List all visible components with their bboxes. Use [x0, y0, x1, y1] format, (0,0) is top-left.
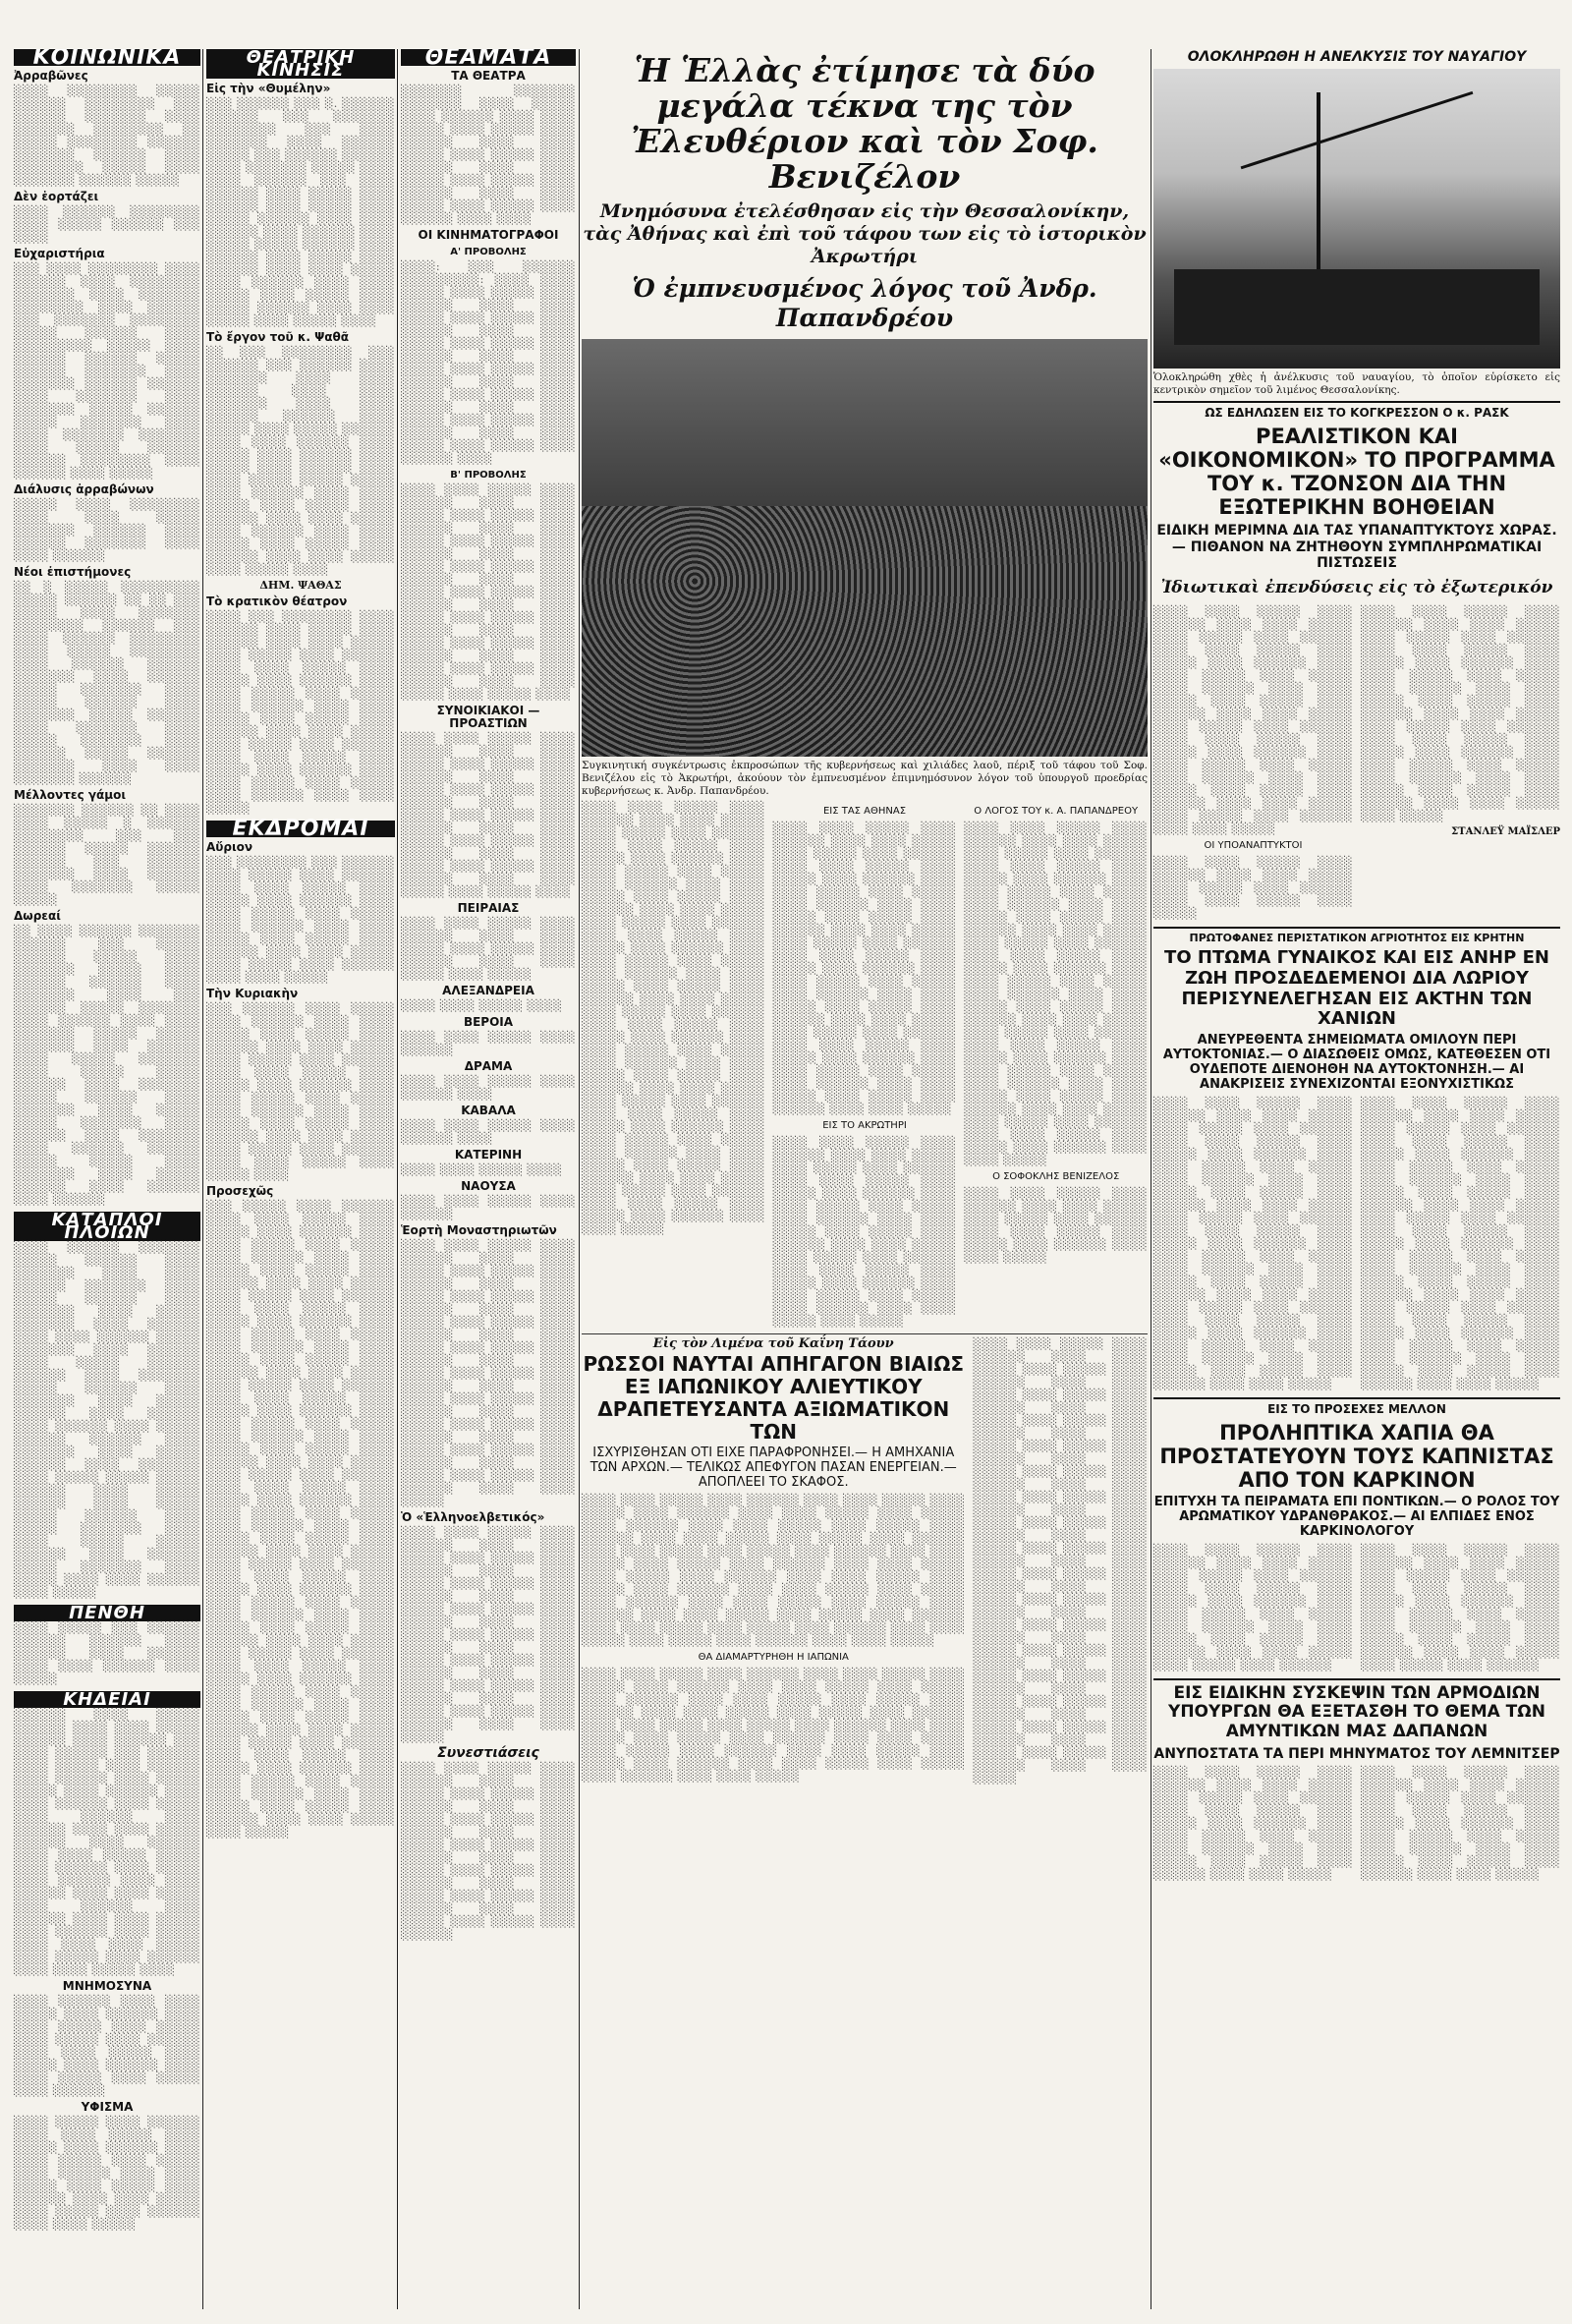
text-block: ░░░░ ░░░░░░ ░░░░░░░ ░░░░░ ░░░░░░ ░░░░ ░░░░░░░ ░░░░ ░░░░ ░░░░░░ ░░░░░░░ ░░░░ ░░░░░ ░░░░░░ ░░░░ ░░░░░░░ ░░░░ ░░░░░ ░░░░░░░ ░░░░ ░░░░░░ ░░░░ ░░░░ ░░░░░░ ░░░░░ ░░░░░░░ ░░░░ ░░░░░░ ░░░░ ░░░░░ ░░░░░░ ░░░░░░ ░░░░ ░░░░░░░ ░░░░░ ░░░░░░ ░░░░ ░░░░░░░ ░░░░ ░░░░░ ░░░░░░ ░░░░ ░░░░░░ ░░░░ ░░░░░░ ░░░░ ░░░░░ ░░░░░░ ░░░░░░ ░░░░ ░░░░░░░ ░░░░ ░░░░░ ░░░░░░ ░░░░ ░░░░░░░ ░░░░ ░░░░░ ░░░░░ ░░░░░ ░░░░░░ ░░░░ ░░░░░ ░░░░░░ ░░░░ ░░░░░ ░░░░░ ░░░░░░ ░░░░ ░░░░░ ░░░░░░░ ░░░░ ░░░░ ░░░░░ ░░░░░ ░░░░░░ ░░░░ ░░░░░░ ░░░░░ ░░░░░░░ ░░░░ ░░░░░ ░░░░ ░░░░ ░░░░░░ ░░░░ ░░░░░: [14, 1241, 200, 1599]
sofoklis-venizelos-subhead: Ο ΣΟΦΟΚΛΗΣ ΒΕΝΙΖΕΛΟΣ: [992, 1171, 1120, 1182]
thanks-heading: Εὐχαριστήρια: [14, 247, 105, 260]
text-block: ░░░░ ░░░░ ░░░░░ ░░░░ ░░░░░░ ░░░░ ░░░░ ░░░░░ ░░░░ ░░░░░ ░░░░ ░░░░░░ ░░░░ ░░░░ ░░░░░ ░░░░ ░░░░░: [1153, 855, 1353, 920]
text-block: ░░░░ ░░░░ ░░░░░ ░░░░ ░░░░░░ ░░░░ ░░░░ ░░░░░ ░░░░ ░░░░░ ░░░░ ░░░░░░ ░░░░ ░░░░ ░░░░░ ░░░░ ░░░░░ ░░░░ ░░░░░░ ░░░░ ░░░░ ░░░░░ ░░░░ ░░░░░ ░░░░ ░░░░░░ ░░░░ ░░░░ ░░░░░ ░░░░ ░░░░░ ░░░░ ░░░░░░ ░░░░ ░░░░ ░░░░░ ░░░░ ░░░░░ ░░░░ ░░░░░░ ░░░░ ░░░░ ░░░░░ ░░░░ ░░░░░ ░░░░ ░░░░░░ ░░░░ ░░░░ ░░░░░ ░░░░ ░░░░░ ░░░░ ░░░░░░ ░░░░ ░░░░ ░░░░░ ░░░░ ░░░░░ ░░░░ ░░░░░░ ░░░░ ░░░░ ░░░░░ ░░░░ ░░░░░ ░░░░ ░░░░░░ ░░░░ ░░░░ ░░░░░: [1153, 604, 1353, 835]
near-future-kicker: ΕΙΣ ΤΟ ΠΡΟΣΕΧΕΣ ΜΕΛΛΟΝ: [1267, 1401, 1446, 1416]
text-block: ░░░░ ░░░░░ ░░░░ ░░░░░░ ░░░░ ░░░░ ░░░░░ ░░░░ ░░░░░ ░░░░ ░░░░░░ ░░░░ ░░░░ ░░░░░ ░░░░ ░░░░░ ░░░░ ░░░░░░ ░░░░ ░░░░ ░░░░░ ░░░░ ░░░░░ ░░░░ ░░░░░░ ░░░░ ░░░░ ░░░░░ ░░░░ ░░░░░ ░░░░ ░░░░░░ ░░░░ ░░░░ ░░░░░: [14, 2116, 200, 2231]
text-block: ░░░░ ░░░░ ░░░░░ ░░░░ ░░░░░░ ░░░░ ░░░░ ░░░░░ ░░░░ ░░░░░ ░░░░ ░░░░░░ ░░░░ ░░░░ ░░░░░ ░░░░ ░░░░░ ░░░░ ░░░░░░ ░░░░ ░░░░ ░░░░░ ░░░░ ░░░░░ ░░░░ ░░░░░░ ░░░░ ░░░░ ░░░░░ ░░░░ ░░░░░ ░░░░ ░░░░░░ ░░░░ ░░░░ ░░░░░ ░░░░ ░░░░░ ░░░░ ░░░░░░ ░░░░ ░░░░ ░░░░░ ░░░░ ░░░░░ ░░░░ ░░░░░░ ░░░░ ░░░░ ░░░░░ ░░░░ ░░░░░ ░░░░ ░░░░░░ ░░░░ ░░░░ ░░░░░: [401, 1526, 576, 1743]
text-block: ░░░░ ░░░░ ░░░░░ ░░░░ ░░░░░░ ░░░░ ░░░░ ░░░░░ ░░░░ ░░░░░ ░░░░ ░░░░░░ ░░░░ ░░░░ ░░░░░ ░░░░ ░░░░░ ░░░░ ░░░░░░ ░░░░ ░░░░ ░░░░░: [964, 1187, 1148, 1264]
text-block: ░░░░ ░░░░ ░░░░░ ░░░░ ░░░░░░ ░░░░ ░░░░ ░░░░░ ░░░░ ░░░░░ ░░░░ ░░░░░░ ░░░░ ░░░░ ░░░░░ ░░░░ ░░░░░ ░░░░ ░░░░░░ ░░░░ ░░░░ ░░░░░ ░░░░ ░░░░░ ░░░░ ░░░░░░ ░░░░ ░░░░ ░░░░░ ░░░░ ░░░░░ ░░░░ ░░░░░░ ░░░░ ░░░░ ░░░░░ ░░░░ ░░░░░ ░░░░ ░░░░░░: [1153, 1543, 1353, 1672]
signature: ΔΗΜ. ΨΑΘΑΣ: [259, 579, 342, 592]
byline: ΣΤΑΝΛΕΫ ΜΑΪΣΛΕΡ: [1451, 825, 1560, 837]
column-rule: [579, 49, 580, 2309]
thymeli-heading: Εἰς τὴν «Θυμέλην»: [206, 82, 331, 95]
spectacles-section-title: ΘΕΑΜΑΤΑ: [401, 49, 576, 66]
upcoming-heading: Προσεχῶς: [206, 1184, 274, 1198]
smokers-pills-headline: ΠΡΟΛΗΠΤΙΚΑ ΧΑΠΙΑ ΘΑ ΠΡΟΣΤΑΤΕΥΟΥΝ ΤΟΥΣ ΚΑΠΝΙΣΤΑΣ ΑΠΟ ΤΟΝ ΚΑΡΚΙΝΟΝ: [1159, 1420, 1554, 1492]
cinemas-heading: ΟΙ ΚΙΝΗΜΑΤΟΓΡΑΦΟΙ: [418, 228, 559, 242]
text-block: ░░░░ ░░░░ ░░░░░ ░░░░: [401, 1163, 563, 1176]
main-story-body: [582, 801, 1148, 1331]
alexandreia-heading: ΑΛΕΞΑΝΔΡΕΙΑ: [442, 984, 534, 997]
theatre-column: [206, 49, 395, 2319]
text-block: ░░░░ ░░░░ ░░░░░ ░░░░ ░░░░░░ ░░░░ ░░░░ ░░░░░ ░░░░ ░░░░░ ░░░░ ░░░░░░ ░░░░ ░░░░ ░░░░░ ░░░░ ░░░░░ ░░░░ ░░░░░░ ░░░░ ░░░░ ░░░░░ ░░░░ ░░░░░ ░░░░ ░░░░░░ ░░░░ ░░░░ ░░░░░ ░░░░ ░░░░░ ░░░░ ░░░░░░ ░░░░ ░░░░ ░░░░░ ░░░░ ░░░░░ ░░░░ ░░░░░░ ░░░░ ░░░░ ░░░░░ ░░░░ ░░░░░ ░░░░ ░░░░░░ ░░░░ ░░░░ ░░░░░ ░░░░ ░░░░░ ░░░░ ░░░░░░ ░░░░ ░░░░ ░░░░░ ░░░░ ░░░░░ ░░░░ ░░░░░░ ░░░░ ░░░░ ░░░░░ ░░░░ ░░░░░ ░░░░ ░░░░░░ ░░░░ ░░░░ ░░░░░: [582, 1667, 966, 1783]
private-investments-subhead: Ἰδιωτικαὶ ἐπενδύσεις εἰς τὸ ἐξωτερικόν: [1160, 577, 1553, 597]
right-column: [1153, 49, 1560, 2319]
text-block: ░░░░ ░░░░ ░░░░░ ░░░░ ░░░░░░ ░░░░ ░░░░ ░░░░░ ░░░░ ░░░░░ ░░░░ ░░░░░░ ░░░░ ░░░░ ░░░░░ ░░░░ ░░░░░ ░░░░ ░░░░░░ ░░░░ ░░░░ ░░░░░ ░░░░ ░░░░░ ░░░░ ░░░░░░ ░░░░ ░░░░ ░░░░░ ░░░░ ░░░░░ ░░░░ ░░░░░░ ░░░░ ░░░░ ░░░░░ ░░░░ ░░░░░ ░░░░ ░░░░░░ ░░░░ ░░░░ ░░░░░ ░░░░ ░░░░░ ░░░░ ░░░░░░ ░░░░ ░░░░ ░░░░░ ░░░░ ░░░░░ ░░░░ ░░░░░░ ░░░░ ░░░░ ░░░░░ ░░░░ ░░░░░ ░░░░ ░░░░░░ ░░░░ ░░░░ ░░░░░ ░░░░ ░░░░░ ░░░░ ░░░░░░ ░░░░ ░░░░ ░░░░░ ░░░░ ░░░░░ ░░░░ ░░░░░░ ░░░░ ░░░░ ░░░░░ ░░░░ ░░░░░ ░░░░ ░░░░░░ ░░░░ ░░░░ ░░░░░ ░░░░ ░░░░░ ░░░░ ░░░░░░ ░░░░ ░░░░ ░░░░░ ░░░░ ░░░░░ ░░░░ ░░░░░░ ░░░░ ░░░░ ░░░░░ ░░░░ ░░░░░ ░░░░ ░░░░░░ ░░░░ ░░░░ ░░░░░ ░░░░ ░░░░░ ░░░░ ░░░░░░ ░░░░ ░░░░ ░░░░░ ░░░░ ░░░░░ ░░░░ ░░░░░░ ░░░░ ░░░░ ░░░░░ ░░░░ ░░░░░ ░░░░ ░░░░░░ ░░░░ ░░░░ ░░░░░ ░░░░ ░░░░░ ░░░░ ░░░░░░ ░░░░ ░░░░ ░░░░░: [582, 801, 765, 1235]
lemnitzer-subheadline: ΑΝΥΠΟΣΤΑΤΑ ΤΑ ΠΕΡΙ ΜΗΝΥΜΑΤΟΣ ΤΟΥ ΛΕΜΝΙΤΣΕΡ: [1153, 1745, 1560, 1762]
text-block: ░░░░ ░░░░ ░░░░░ ░░░░ ░░░░░░ ░░░░ ░░░░ ░░░░░ ░░░░ ░░░░░ ░░░░ ░░░░░░ ░░░░ ░░░░ ░░░░░ ░░░░ ░░░░░ ░░░░ ░░░░░░ ░░░░ ░░░░ ░░░░░ ░░░░ ░░░░░ ░░░░ ░░░░░░ ░░░░ ░░░░ ░░░░░ ░░░░ ░░░░░ ░░░░ ░░░░░░ ░░░░ ░░░░ ░░░░░ ░░░░ ░░░░░ ░░░░ ░░░░░░ ░░░░ ░░░░ ░░░░░ ░░░░ ░░░░░ ░░░░ ░░░░░░ ░░░░ ░░░░ ░░░░░ ░░░░ ░░░░░ ░░░░ ░░░░░░ ░░░░ ░░░░ ░░░░░ ░░░░ ░░░░░ ░░░░ ░░░░░░ ░░░░ ░░░░ ░░░░░ ░░░░ ░░░░░ ░░░░ ░░░░░░ ░░░░ ░░░░ ░░░░░ ░░░░ ░░░░░ ░░░░ ░░░░░░ ░░░░ ░░░░ ░░░░░ ░░░░ ░░░░░ ░░░░ ░░░░░░ ░░░░ ░░░░ ░░░░░ ░░░░ ░░░░░ ░░░░ ░░░░░░ ░░░░ ░░░░ ░░░░░: [1361, 1096, 1560, 1390]
main-story: [582, 49, 1148, 2319]
text-block: ░░░░ ░░░░░ ░░░ ░░░░░░ ░░░░░░ ░░░░░░ ░░░░ ░░░░░░ ░░░░ ░░░░░░ ░░░░ ░░░░ ░░░░░░ ░░░░ ░░░░░: [14, 1621, 200, 1685]
text-block: ░░░░ ░░░░ ░░░░░ ░░░░ ░░░░░░ ░░░░ ░░░░ ░░░░░ ░░░░ ░░░░░ ░░░░ ░░░░░░ ░░░░ ░░░░ ░░░░░ ░░░░ ░░░░░ ░░░░ ░░░░░░ ░░░░ ░░░░ ░░░░░ ░░░░ ░░░░░ ░░░░ ░░░░░░ ░░░░ ░░░░ ░░░░░ ░░░░ ░░░░░ ░░░░ ░░░░░░ ░░░░ ░░░░ ░░░░░ ░░░░ ░░░░░ ░░░░ ░░░░░░ ░░░░ ░░░░ ░░░░░ ░░░░ ░░░░░ ░░░░ ░░░░░░ ░░░░ ░░░░ ░░░░░ ░░░░ ░░░░░ ░░░░ ░░░░░░ ░░░░ ░░░░ ░░░░░ ░░░░ ░░░░░ ░░░░ ░░░░░░ ░░░░ ░░░░ ░░░░░ ░░░░ ░░░░░: [1361, 604, 1560, 822]
text-block: ░░░░ ░░░░ ░░░░░ ░░░░ ░░░░░░ ░░░░ ░░░░ ░░░░░ ░░░░ ░░░░░ ░░░░ ░░░░░░ ░░░░ ░░░░ ░░░░░ ░░░░ ░░░░░ ░░░░ ░░░░░░ ░░░░ ░░░░ ░░░░░ ░░░░ ░░░░░ ░░░░ ░░░░░░ ░░░░ ░░░░ ░░░░░ ░░░░ ░░░░░ ░░░░ ░░░░░░ ░░░░ ░░░░ ░░░░░: [1153, 1765, 1353, 1881]
fabric-heading: ΥΦΙΣΜΑ: [81, 2100, 134, 2114]
kaini-subheadline: ΙΣΧΥΡΙΣΘΗΣΑΝ ΟΤΙ ΕΙΧΕ ΠΑΡΑΦΡΟΝΗΣΕΙ.— Η ΑΜΗΧΑΝΙΑ ΤΩΝ ΑΡΧΩΝ.— ΤΕΛΙΚΩΣ ΑΠΕΦΥΓΟΝ ΠΑΣΑΝ ΕΝΕΡΓΕΙΑΝ.— ΑΠΟΠΛΕΕΙ ΤΟ ΣΚΑΦΟΣ.: [590, 1445, 957, 1490]
text-block: ░░░░ ░░░░ ░░░░░ ░░░░ ░░░░░░ ░░░░ ░░░░ ░░░░░ ░░░░ ░░░░░ ░░░░ ░░░░░░ ░░░░ ░░░░ ░░░░░ ░░░░ ░░░░░ ░░░░ ░░░░░░ ░░░░ ░░░░ ░░░░░ ░░░░ ░░░░░ ░░░░ ░░░░░░ ░░░░ ░░░░ ░░░░░ ░░░░ ░░░░░ ░░░░ ░░░░░░ ░░░░ ░░░░ ░░░░░ ░░░░ ░░░░░ ░░░░ ░░░░░░ ░░░░ ░░░░ ░░░░░ ░░░░ ░░░░░ ░░░░ ░░░░░░ ░░░░ ░░░░ ░░░░░ ░░░░ ░░░░░ ░░░░ ░░░░░░ ░░░░ ░░░░ ░░░░░ ░░░░ ░░░░░ ░░░░: [401, 483, 576, 701]
text-block: ░░░░ ░░░░ ░░░░░ ░░░░ ░░░░░░: [401, 1031, 576, 1056]
defense-spending-headline: ΕΙΣ ΕΙΔΙΚΗΝ ΣΥΣΚΕΨΙΝ ΤΩΝ ΑΡΜΟΔΙΩΝ ΥΠΟΥΡΓΩΝ ΘΑ ΕΞΕΤΑΣΘΗ ΤΟ ΘΕΜΑ ΤΩΝ ΑΜΥΝΤΙΚΩΝ ΜΑΣ ΔΑΠΑΝΩΝ: [1168, 1682, 1545, 1741]
column-rule: [397, 49, 398, 2309]
naousa-heading: ΝΑΟΥΣΑ: [461, 1179, 516, 1193]
text-block: ░░░░ ░░░░ ░░░░░ ░░░░ ░░░░░░ ░░░░ ░░░░ ░░░░░ ░░░░ ░░░░░ ░░░░ ░░░░░░ ░░░░ ░░░░ ░░░░░ ░░░░ ░░░░░ ░░░░ ░░░░░░ ░░░░ ░░░░ ░░░░░ ░░░░ ░░░░░ ░░░░ ░░░░░░ ░░░░ ░░░░ ░░░░░ ░░░░ ░░░░░ ░░░░ ░░░░░░ ░░░░ ░░░░ ░░░░░ ░░░░ ░░░░░ ░░░░ ░░░░░░ ░░░░ ░░░░ ░░░░░ ░░░░ ░░░░░ ░░░░ ░░░░░░ ░░░░ ░░░░ ░░░░░ ░░░░ ░░░░░ ░░░░ ░░░░░░ ░░░░ ░░░░ ░░░░░ ░░░░ ░░░░░ ░░░░ ░░░░░░ ░░░░ ░░░░ ░░░░░ ░░░░ ░░░░░ ░░░░ ░░░░░░ ░░░░ ░░░░ ░░░░░ ░░░░ ░░░░░ ░░░░ ░░░░░░ ░░░░ ░░░░ ░░░░░ ░░░░ ░░░░░ ░░░░ ░░░░░░ ░░░░ ░░░░ ░░░░░ ░░░░ ░░░░░ ░░░░ ░░░░░░ ░░░░ ░░░░ ░░░░░: [1153, 1096, 1353, 1390]
text-block: ░░░░░░░ ░░░░░░ ░░ ░░░░ ░░░░ ░░░░░ ░ ░░░░░░ ░░░░░░░░ ░░░ ░░░ ░░░░░░ ░░░░░ ░░░░░░ ░░░░░░ ░░░ ░░░░░░ ░░░░░░░ ░░░░ ░░░░░░ ░░░░ ░░░░░░░ ░░░░░ ░░░░░: [14, 804, 200, 906]
text-block: ░░░░ ░░░░░░░░ ░░░░░ ░░░░░░ ░░░░░░░░ ░░░ ░░░░░░ ░░░░░░░ ░░░░ ░░░░░░░ ░░░░░░░░ ░░ ░░░░░ ░░░░░░░░ ░░░░░░ ░░░░░░░ ░░░░░░ ░░░░ ░░░░░░░░ ░░░░░ ░░░░ ░░░░░░░ ░░░░░░ ░░░░░: [14, 85, 200, 187]
drama-heading: ΔΡΑΜΑ: [464, 1059, 513, 1073]
text-block: ░░░░ ░░░░ ░░░░░ ░░░░ ░░░░░░ ░░░░ ░░░░ ░░░░░ ░░░░ ░░░░░ ░░░░ ░░░░░░ ░░░░ ░░░░ ░░░░░ ░░░░ ░░░░░ ░░░░ ░░░░░░ ░░░░ ░░░░ ░░░░░ ░░░░ ░░░░░ ░░░░ ░░░░░░ ░░░░ ░░░░ ░░░░░ ░░░░ ░░░░░ ░░░░ ░░░░░░ ░░░░ ░░░░ ░░░░░: [1361, 1765, 1560, 1881]
social-column: [14, 49, 200, 2319]
social-section-title: ΚΟΙΝΩΝΙΚΑ: [14, 49, 200, 66]
chania-body: [1153, 1097, 1560, 1393]
no-celebration-heading: Δὲν ἑορτάζει: [14, 190, 99, 203]
text-block: ░░░░ ░░░░ ░░░░░ ░░░░ ░░░░░░ ░░░░ ░░░░ ░░░░░ ░░░░ ░░░░░ ░░░░ ░░░░░░ ░░░░ ░░░░ ░░░░░ ░░░░ ░░░░░: [401, 917, 576, 981]
text-block: ░░░░ ░░░░ ░░░░░ ░░░░ ░░░░░░ ░░░░ ░░░░ ░░░░░ ░░░░ ░░░░░ ░░░░ ░░░░░░ ░░░░ ░░░░ ░░░░░ ░░░░ ░░░░░ ░░░░ ░░░░░░ ░░░░ ░░░░ ░░░░░ ░░░░ ░░░░░ ░░░░ ░░░░░░ ░░░░ ░░░░ ░░░░░ ░░░░ ░░░░░ ░░░░ ░░░░░░ ░░░░ ░░░░ ░░░░░ ░░░░ ░░░░░ ░░░░ ░░░░░░ ░░░░ ░░░░ ░░░░░ ░░░░ ░░░░░ ░░░░ ░░░░░░ ░░░░ ░░░░ ░░░░░ ░░░░ ░░░░░ ░░░░ ░░░░░░ ░░░░ ░░░░ ░░░░░ ░░░░ ░░░░░ ░░░░ ░░░░░░ ░░░░ ░░░░ ░░░░░ ░░░░ ░░░░░ ░░░░ ░░░░░░ ░░░░ ░░░░ ░░░░░: [401, 1239, 576, 1507]
kaini-kicker: Εἰς τὸν Λιμένα τοῦ Καΐνη Τάουν: [652, 1336, 894, 1351]
papandreou-speech-subhead: Ο ΛΟΓΟΣ ΤΟΥ κ. Α. ΠΑΠΑΝΔΡΕΟΥ: [974, 806, 1139, 817]
piraeus-heading: ΠΕΙΡΑΙΑΣ: [457, 901, 520, 915]
ship-arrivals-title: ΚΑΤΑΠΛΟΙ ΠΛΟΙΩΝ: [14, 1212, 200, 1241]
akrotiri-subhead: ΕΙΣ ΤΟ ΑΚΡΩΤΗΡΙ: [822, 1120, 907, 1131]
text-block: ░░░░ ░░░░░░ ░░░░ ░░░░ ░░░░░ ░░░░ ░░░░░░ ░░░░ ░░░░ ░░░░░ ░░░░ ░░░░░ ░░░░ ░░░░░ ░░░░ ░░░░░░ ░░░░ ░░░░ ░░░░░ ░░░░ ░░░░░ ░░░░ ░░░░░░ ░░░░ ░░░░ ░░░░░ ░░░░ ░░░░░ ░░░░ ░░░░░░: [14, 1995, 200, 2097]
column-rule: [202, 49, 203, 2309]
rusk-kicker: ΩΣ ΕΔΗΛΩΣΕΝ ΕΙΣ ΤΟ ΚΟΓΚΡΕΣΣΟΝ Ο κ. ΡΑΣΚ: [1205, 406, 1509, 421]
johnson-program-subheadline: ΕΙΔΙΚΗ ΜΕΡΙΜΝΑ ΔΙΑ ΤΑΣ ΥΠΑΝΑΠΤΥΚΤΟΥΣ ΧΩΡΑΣ.— ΠΙΘΑΝΟΝ ΝΑ ΖΗΤΗΘΟΥΝ ΣΥΜΠΛΗΡΩΜΑΤΙΚΑΙ ΠΙΣΤΩΣΕΙΣ: [1156, 523, 1557, 571]
second-run-heading: Β' ΠΡΟΒΟΛΗΣ: [450, 470, 527, 481]
suburban-heading: ΣΥΝΟΙΚΙΑΚΟΙ — ΠΡΟΑΣΤΙΩΝ: [436, 704, 540, 730]
text-block: ░░░░ ░░░░ ░░░░░ ░░░░ ░░░░░░ ░░░░ ░░░░ ░░░░░ ░░░░ ░░░░░ ░░░░ ░░░░░░ ░░░░ ░░░░ ░░░░░ ░░░░ ░░░░░ ░░░░ ░░░░░░ ░░░░ ░░░░ ░░░░░ ░░░░ ░░░░░ ░░░░ ░░░░░░ ░░░░ ░░░░ ░░░░░ ░░░░ ░░░░░ ░░░░ ░░░░░░ ░░░░ ░░░░ ░░░░░ ░░░░ ░░░░░ ░░░░ ░░░░░░ ░░░░ ░░░░ ░░░░░ ░░░░ ░░░░░ ░░░░ ░░░░░░ ░░░░ ░░░░ ░░░░░ ░░░░ ░░░░░ ░░░░ ░░░░░░ ░░░░ ░░░░ ░░░░░ ░░░░ ░░░░░ ░░░░ ░░░░░░ ░░░░ ░░░░ ░░░░░ ░░░░ ░░░░░ ░░░░ ░░░░░░ ░░░░ ░░░░ ░░░░░ ░░░░ ░░░░░ ░░░░ ░░░░░░ ░░░░ ░░░░ ░░░░░ ░░░░ ░░░░░ ░░░░ ░░░░░░ ░░░░ ░░░░ ░░░░░ ░░░░ ░░░░░ ░░░░ ░░░░░░ ░░░░ ░░░░ ░░░░░ ░░░░ ░░░░░ ░░░░ ░░░░░░ ░░░░ ░░░░ ░░░░░ ░░░░ ░░░░░ ░░░░ ░░░░░░ ░░░░ ░░░░ ░░░░░ ░░░░ ░░░░░ ░░░░ ░░░░░░ ░░░░ ░░░░ ░░░░░ ░░░░ ░░░░░ ░░░░ ░░░░░░ ░░░░ ░░░░ ░░░░░: [973, 1337, 1148, 1785]
text-block: ░░░░░ ░░░░ ░░░░░░░░ ░░░░ ░░░░ ░░░░░ ░░░░░░░ ░░░░░░ ░░░░ ░░░░░░ ░░░░░░░ ░░░░ ░░░░ ░░░░░░: [14, 498, 200, 562]
text-block: ░░ ░░░░ ░░░░░░ ░░░░░░░ ░░░░░░ ░░░ ░░░░░ ░░░░░░ ░░░░░ ░░░░ ░░░░░░░ ░░░░░ ░░░░ ░░░░░░ ░░░░░░ ░░░░ ░░░░░░░ ░░░░ ░░░ ░░░░░░ ░░░░░ ░░░░░░░ ░░░░ ░░░░░░ ░░░░ ░░░░ ░░░░░░░ ░░░░░ ░░░░░ ░░░░░░░ ░░░░ ░░░░░░ ░░░░ ░░░░░ ░░░░░░░ ░░░░ ░░░░░ ░░░░░ ░░░░░░ ░░░░ ░░░░░░░ ░░░░░ ░░░░░░ ░░░░ ░░░░░░░ ░░░░ ░░░░░ ░░░░░ ░░░░░░░ ░░░░ ░░░░░░ ░░░░ ░░░░░░░ ░░░░ ░░░░░░ ░░░░░░ ░░░░░ ░░░░░ ░░░░ ░░░░░░░ ░░░░ ░░░░░ ░░░░░░ ░░░░ ░░░░░░ ░░░░ ░░░░░░: [14, 925, 200, 1206]
new-scientists-heading: Νέοι ἐπιστήμονες: [14, 565, 132, 579]
kavala-heading: ΚΑΒΑΛΑ: [461, 1104, 516, 1117]
text-block: ░░░░ ░░░░ ░░░░░ ░░░░ ░░░░░░ ░░░░ ░░░░ ░░░░░ ░░░░ ░░░░░ ░░░░ ░░░░░░ ░░░░ ░░░░ ░░░░░ ░░░░ ░░░░░ ░░░░ ░░░░░░ ░░░░ ░░░░ ░░░░░ ░░░░ ░░░░░ ░░░░ ░░░░░░ ░░░░ ░░░░ ░░░░░ ░░░░ ░░░░░ ░░░░ ░░░░░░ ░░░░ ░░░░ ░░░░░ ░░░░ ░░░░░ ░░░░ ░░░░░░ ░░░░ ░░░░ ░░░░░ ░░░░ ░░░░░ ░░░░ ░░░░░░ ░░░░ ░░░░ ░░░░░ ░░░░ ░░░░░ ░░░░ ░░░░░░ ░░░░ ░░░░ ░░░░░ ░░░░ ░░░░░: [772, 1136, 957, 1328]
theatres-heading: ΤΑ ΘΕΑΤΡΑ: [451, 69, 526, 83]
text-block: ░░ ░░░ ░░░░░░░░ ░░░ ░░░░░░ ░░░ ░░░░░░ ░░░░ ░░░░░░░ ░░░░ ░░░░ ░░░░░░ ░░░░ ░░░░ ░░░░░░░ ░░░░ ░░░░ ░░░░░░ ░░░░░░ ░░░░ ░░░░░ ░░░░ ░░░░░ ░░░░░░ ░░░░ ░░░░ ░░░░░░ ░░░░ ░░░░░ ░░░░ ░░░░░░ ░░░░ ░░░░░ ░░░░ ░░░░░░ ░░░░ ░░░░ ░░░░░ ░░░░░ ░░░░░ ░░░░ ░░░░░░ ░░░░ ░░░░ ░░░░░ ░░░░ ░░░░░ ░░░░ ░░░░░░ ░░░░ ░░░░ ░░░░░ ░░░░ ░░░░░░ ░░░░ ░░░░ ░░░░░ ░░░░ ░░░░░ ░░░░ ░░░░░░ ░░░░ ░░░░ ░░░░░ ░░░░ ░░░░░ ░░░░: [206, 346, 395, 576]
johnson-program-headline: ΡΕΑΛΙΣΤΙΚΟΝ ΚΑΙ «ΟΙΚΟΝΟΜΙΚΟΝ» ΤΟ ΠΡΟΓΡΑΜΜΑ ΤΟΥ κ. ΤΖΟΝΣΟΝ ΔΙΑ ΤΗΝ ΕΞΩΤΕΡΙΚΗΝ ΒΟΗΘΕΙΑΝ: [1158, 424, 1555, 520]
smokers-pills-body: [1153, 1544, 1560, 1674]
text-block: ░░░░ ░░░░ ░░░░░ ░░░░ ░░░░░░ ░░░░: [401, 1075, 576, 1101]
text-block: ░░░░ ░░░░ ░░░░░ ░░░░ ░░░░░░ ░░░░: [401, 1119, 576, 1145]
defense-spending-body: [1153, 1766, 1560, 1884]
japan-protest-subhead: ΘΑ ΔΙΑΜΑΡΤΥΡΗΘΗ Η ΙΑΠΩΝΙΑ: [698, 1651, 849, 1663]
text-block: ░░░░: ░░░ ░░░░░░ ░░░░░░░░░: ░░░░ ░░░░ ░░░░░ ░░░░ ░░░░░ ░░░░ ░░░░░░ ░░░░ ░░░░ ░░░░░ ░░░░ ░░░░░ ░░░░ ░░░░░░ ░░░░ ░░░░ ░░░░░ ░░░░ ░░░░░ ░░░░ ░░░░░░ ░░░░ ░░░░ ░░░░░ ░░░░ ░░░░░ ░░░░ ░░░░░░ ░░░░ ░░░░ ░░░░░ ░░░░ ░░░░░ ░░░░ ░░░░░░ ░░░░ ░░░░ ░░░░░ ░░░░ ░░░░░ ░░░░ ░░░░░░ ░░░░ ░░░░ ░░░░░ ░░░░ ░░░░░ ░░░░ ░░░░░░ ░░░░: [401, 260, 576, 465]
text-block: ░░░░ ░░░░ ░░░░░ ░░░░ ░░░░░░: [401, 1195, 576, 1220]
psathas-work-heading: Τὸ ἔργον τοῦ κ. Ψαθᾶ: [206, 330, 350, 344]
theatre-section-title: ΘΕΑΤΡΙΚΗ ΚΙΝΗΣΙΣ: [206, 49, 395, 79]
mourning-title: ΠΕΝΘΗ: [14, 1605, 200, 1621]
funerals-title: ΚΗΔΕΙΑΙ: [14, 1691, 200, 1708]
text-block: ░░░░ ░░░ ░░░░░░░░ ░░░░ ░░░░░░ ░░░░ ░░░░░ ░░░░ ░░░░░░ ░░░░ ░░░░ ░░░░░ ░░░░ ░░░░░ ░░░░ ░░░░░░ ░░░░ ░░░░ ░░░░░ ░░░░ ░░░░░ ░░░░ ░░░░░░ ░░░░ ░░░░ ░░░░░ ░░░░ ░░░░░ ░░░░ ░░░░░░ ░░░░ ░░░░ ░░░░░ ░░░░ ░░░░░ ░░░░ ░░░░░░ ░░░░ ░░░░ ░░░░░ ░░░░ ░░░░░ ░░░░ ░░░░░░ ░░░░ ░░░░ ░░░░░ ░░░░ ░░░░░ ░░░░ ░░░░░░ ░░░░ ░░░░ ░░░░░ ░░░░ ░░░░░ ░░░░ ░░░░░░ ░░░░ ░░░░ ░░░░░: [206, 610, 395, 815]
text-block: ░░░░ ░░░░ ░░░░░ ░░░░ ░░░░░░ ░░░░ ░░░░ ░░░░░ ░░░░ ░░░░░ ░░░░ ░░░░░░ ░░░░ ░░░░ ░░░░░ ░░░░ ░░░░░ ░░░░ ░░░░░░ ░░░░ ░░░░ ░░░░░ ░░░░ ░░░░░ ░░░░ ░░░░░░ ░░░░ ░░░░ ░░░░░ ░░░░ ░░░░░ ░░░░ ░░░░░░ ░░░░ ░░░░ ░░░░░ ░░░░ ░░░░░ ░░░░ ░░░░░░ ░░░░ ░░░░ ░░░░░ ░░░░ ░░░░░ ░░░░ ░░░░░░: [401, 1762, 576, 1941]
text-block: ░░░ ░░░░░░░░ ░░░ ░░░░░░ ░░░░ ░░░░░ ░░░░ ░░░░░░ ░░░░ ░░░░ ░░░░░ ░░░░ ░░░░░ ░░░░ ░░░░░░ ░░░░ ░░░░ ░░░░░ ░░░░ ░░░░░ ░░░░ ░░░░░░ ░░░░ ░░░░ ░░░░░ ░░░░ ░░░░░ ░░░░ ░░░░░░ ░░░░ ░░░░ ░░░░░ ░░░░ ░░░░░ ░░░░ ░░░░░░ ░░░░ ░░░░ ░░░░░: [206, 856, 395, 984]
text-block: ░░░ ░░░░░░ ░░░ ░. ░░░░░░ ░░░░░░ ░░░ ░░░░░░░ ░░░░░░░░ ░░░ ░░░░ ░░░░░░░ ░░░░ ░░░░░░ ░░░░░ ░░░ ░░░░░░ ░░░░░░ ░░░░ ░░░░░░░ ░░░░░ ░░░░ ░░░░ ░░░░░░ ░░░ ░░░░ ░░░░░░ ░░░░ ░░░░░ ░░░░ ░░░░░░ ░░░░ ░░░░░ ░░░░ ░░░░░ ░░░░░░ ░░░░ ░░░░ ░░░░░░ ░░░░ ░░░░░░ ░░░░ ░░░░░ ░░░░░ ░░░░░░ ░░░░ ░░░░░░ ░░░░ ░░░░░ ░░░░ ░░░░░░ ░░░░ ░░░░ ░░░░░ ░░░░ ░░░░░░ ░░░░ ░░░░ ░░░░░ ░░░░ ░░░░░ ░░░░ ░░░░░ ░░░░░░ ░░░░ ░░░░ ░░░░░ ░░░░ ░░░░░ ░░░░: [206, 97, 395, 327]
text-block: ░░ ░ ░░░░░ ░░░░░░░░░ ░░░░░ ░░░░░░ ░░ ░░ ░░░ ░░░░░ ░░░░ ░░░░░░░ ░░░░░░░░ ░░░░░░ ░░░ ░░░░ ░░░░░░ ░░░░░░░░ ░░░░ ░░░░░ ░░░░░░░░ ░░░░ ░░░░░░ ░░░░░░ ░░░░░░░ ░░░░ ░░░░░░ ░░░░░ ░░░░░░░ ░░░░ ░░░░░ ░░░░░░ ░░░░ ░░░░░░░ ░░░░░ ░░░░░░ ░░░░ ░░░░░░░ ░░░░ ░░░░░ ░░░░░░░ ░░░░ ░░░░░░ ░░░░░ ░░░░░░ ░░░░░░░ ░░░░ ░░░░ ░░░░░░░ ░░░░░░: [14, 581, 200, 785]
main-headline: Ἡ Ἑλλὰς ἐτίμησε τὰ δύο μεγάλα τέκνα της τὸν Ἐλευθέριον καὶ τὸν Σοφ. Βενιζέλον: [631, 51, 1098, 196]
text-block: ░░░░░░░ ░░░░░░░ ░░░░░░░ ░░░░ ░░░░░ ░░░░ ░░░░░░ ░░░░ ░░░░ ░░░░░ ░░░░ ░░░░░ ░░░░ ░░░░░░ ░░░░ ░░░░ ░░░░░ ░░░░ ░░░░░ ░░░░ ░░░░░░ ░░░░ ░░░░ ░░░░░ ░░░░ ░░░░░ ░░░░ ░░░░░░ ░░░░ ░░░░ ░░░░░ ░░░░ ░░░░░ ░░░░ ░░░░░░ ░░░░ ░░░░: [401, 85, 576, 225]
johnson-program-body: [1153, 605, 1560, 923]
memorial-crowd-photo: [582, 339, 1148, 757]
donations-heading: Δωρεαί: [14, 909, 61, 923]
kaini-headline: ΡΩΣΣΟΙ ΝΑΥΤΑΙ ΑΠΗΓΑΓΟΝ ΒΙΑΙΩΣ ΕΞ ΙΑΠΩΝΙΚΟΥ ΑΛΙΕΥΤΙΚΟΥ ΔΡΑΠΕΤΕΥΣΑΝΤΑ ΑΞΙΩΜΑΤΙΚΟΝ ΤΩΝ: [583, 1352, 964, 1444]
chania-subheadline: ΑΝΕΥΡΕΘΕΝΤΑ ΣΗΜΕΙΩΜΑΤΑ ΟΜΙΛΟΥΝ ΠΕΡΙ ΑΥΤΟΚΤΟΝΙΑΣ.— Ο ΔΙΑΣΩΘΕΙΣ ΟΜΩΣ, ΚΑΤΕΘΕΣΕΝ ΟΤΙ ΟΥΔΕΠΟΤΕ ΔΙΕΝΟΗΘΗ ΝΑ ΑΥΤΟΚΤΟΝΗΣΗ.— ΑΙ ΑΝΑΚΡΙΣΕΙΣ ΣΥΝΕΧΙΖΟΝΤΑΙ ΕΞΟΝΥΧΙΣΤΙΚΩΣ: [1162, 1033, 1551, 1092]
ellinoelvetikos-heading: Ὁ «Ἑλληνοελβετικός»: [401, 1510, 545, 1524]
sunday-heading: Τὴν Κυριακὴν: [206, 987, 299, 1000]
chania-headline: ΤΟ ΠΤΩΜΑ ΓΥΝΑΙΚΟΣ ΚΑΙ ΕΙΣ ΑΝΗΡ ΕΝ ΖΩΗ ΠΡΟΣΔΕΔΕΜΕΝΟΙ ΔΙΑ ΛΩΡΙΟΥ ΠΕΡΙΣΥΝΕΛΕΓΗΣΑΝ ΕΙΣ ΑΚΤΗΝ ΤΩΝ ΧΑΝΙΩΝ: [1164, 947, 1549, 1030]
kaini-town-story: [582, 1337, 1148, 1787]
engagement-dissolution-heading: Διάλυσις ἀρραβώνων: [14, 482, 154, 496]
katerini-heading: ΚΑΤΕΡΙΝΗ: [454, 1148, 523, 1162]
crete-kicker: ΠΡΩΤΟΦΑΝΕΣ ΠΕΡΙΣΤΑΤΙΚΟΝ ΑΓΡΙΟΤΗΤΟΣ ΕΙΣ ΚΡΗΤΗΝ: [1189, 931, 1525, 944]
athens-subhead: ΕΙΣ ΤΑΣ ΑΘΗΝΑΣ: [822, 806, 907, 817]
text-block: ░░░░ ░░░░░░ ░░░░░░░░ ░░░░ ░░░░░ ░░░░░░ ░░░ ░░░░: [14, 205, 200, 244]
underdeveloped-subhead: ΟΙ ΥΠΟΑΝΑΠΤΥΚΤΟΙ: [1204, 839, 1303, 851]
main-subheadline: Μνημόσυνα ἐτελέσθησαν εἰς τὴν Θεσσαλονίκην, τὰς Ἀθήνας καὶ ἐπὶ τοῦ τάφου των εἰς τὸ ἱστορικὸν Ἀκρωτήρι: [583, 200, 1147, 267]
first-run-heading: Α' ΠΡΟΒΟΛΗΣ: [450, 247, 527, 257]
text-block: ░░░ ░░░░░ ░░░░ ░░░░░░ ░░░░ ░░░░ ░░░░░ ░░░░ ░░░░░ ░░░░ ░░░░░░ ░░░░ ░░░░ ░░░░░ ░░░░ ░░░░░ ░░░░ ░░░░░░ ░░░░ ░░░░ ░░░░░ ░░░░ ░░░░░ ░░░░ ░░░░░░ ░░░░ ░░░░ ░░░░░ ░░░░ ░░░░░ ░░░░ ░░░░░░ ░░░░ ░░░░ ░░░░░ ░░░░ ░░░░░ ░░░░ ░░░░░░ ░░░░ ░░░░ ░░░░░ ░░░░ ░░░░░ ░░░░ ░░░░░░ ░░░░ ░░░░ ░░░░░ ░░░░ ░░░░░ ░░░░ ░░░░░░ ░░░░ ░░░░ ░░░░░ ░░░░ ░░░░░ ░░░░ ░░░░░░ ░░░░ ░░░░ ░░░░░ ░░░░ ░░░░░ ░░░░ ░░░░░░ ░░░░ ░░░░ ░░░░░ ░░░░ ░░░░░ ░░░░ ░░░░░░ ░░░░ ░░░░ ░░░░░ ░░░░ ░░░░░ ░░░░ ░░░░░░ ░░░░ ░░░░ ░░░░░ ░░░░ ░░░░░ ░░░░ ░░░░░░ ░░░░ ░░░░ ░░░░░ ░░░░ ░░░░░ ░░░░ ░░░░░░ ░░░░ ░░░░ ░░░░░ ░░░░ ░░░░░ ░░░░ ░░░░░░ ░░░░ ░░░░ ░░░░░ ░░░░ ░░░░░ ░░░░ ░░░░░░ ░░░░ ░░░░ ░░░░░ ░░░░ ░░░░░ ░░░░ ░░░░░░ ░░░░ ░░░░ ░░░░░ ░░░░ ░░░░░ ░░░░ ░░░░░░ ░░░░ ░░░░ ░░░░░ ░░░░ ░░░░░ ░░░░ ░░░░░░ ░░░░ ░░░░ ░░░░░ ░░░░ ░░░░░ ░░░░ ░░░░░░ ░░░░ ░░░░ ░░░░░ ░░░░ ░░░░░ ░░░░ ░░░░░░ ░░░░ ░░░░ ░░░░░ ░░░░ ░░░░░ ░░░░ ░░░░░░ ░░░░ ░░░░ ░░░░░ ░░░░ ░░░░░ ░░░░ ░░░░░░ ░░░░ ░░░░ ░░░░░ ░░░░ ░░░░░ ░░░░ ░░░░░░ ░░░░ ░░░░ ░░░░░ ░░░░ ░░░░░ ░░░░ ░░░░░░ ░░░░ ░░░░ ░░░░░ ░░░░ ░░░░░ ░░░░ ░░░░░░ ░░░░ ░░░░ ░░░░░ ░░░░ ░░░░░ ░░░░ ░░░░░░ ░░░░ ░░░░ ░░░░░ ░░░░ ░░░░░ ░░░░ ░░░░░░ ░░░░ ░░░░ ░░░░░ ░░░░ ░░░░░: [206, 1200, 395, 1839]
veroia-heading: ΒΕΡΟΙΑ: [463, 1015, 514, 1029]
text-block: ░░░░ ░░░░ ░░░░░ ░░░░ ░░░░░░ ░░░░ ░░░░ ░░░░░ ░░░░ ░░░░░ ░░░░ ░░░░░░ ░░░░ ░░░░ ░░░░░ ░░░░ ░░░░░ ░░░░ ░░░░░░ ░░░░ ░░░░ ░░░░░ ░░░░ ░░░░░ ░░░░ ░░░░░░ ░░░░ ░░░░ ░░░░░ ░░░░ ░░░░░ ░░░░ ░░░░░░ ░░░░ ░░░░ ░░░░░ ░░░░ ░░░░░ ░░░░ ░░░░░░ ░░░░ ░░░░ ░░░░░ ░░░░ ░░░░░ ░░░░ ░░░░░░ ░░░░ ░░░░ ░░░░░ ░░░░ ░░░░░ ░░░░ ░░░░░░ ░░░░ ░░░░ ░░░░░ ░░░░ ░░░░░ ░░░░ ░░░░░░ ░░░░ ░░░░ ░░░░░ ░░░░ ░░░░░ ░░░░ ░░░░░░ ░░░░ ░░░░ ░░░░░ ░░░░ ░░░░░ ░░░░ ░░░░░░ ░░░░ ░░░░ ░░░░░ ░░░░ ░░░░░ ░░░░ ░░░░░░ ░░░░ ░░░░ ░░░░░ ░░░░ ░░░░░ ░░░░ ░░░░░░ ░░░░ ░░░░ ░░░░░ ░░░░ ░░░░░ ░░░░ ░░░░░░ ░░░░ ░░░░ ░░░░░ ░░░░ ░░░░░ ░░░░ ░░░░░░ ░░░░ ░░░░ ░░░░░: [964, 822, 1148, 1166]
excursions-title: ΕΚΔΡΟΜΑΙ: [206, 821, 395, 837]
engagements-heading: Ἀρραβῶνες: [14, 69, 88, 83]
memorials-heading: ΜΝΗΜΟΣΥΝΑ: [62, 1979, 152, 1993]
text-block: ░░░░ ░░░░ ░░░░░ ░░░░ ░░░░░░ ░░░░ ░░░░ ░░░░░ ░░░░ ░░░░░ ░░░░ ░░░░░░ ░░░░ ░░░░ ░░░░░ ░░░░ ░░░░░ ░░░░ ░░░░░░ ░░░░ ░░░░ ░░░░░ ░░░░ ░░░░░ ░░░░ ░░░░░░ ░░░░ ░░░░ ░░░░░ ░░░░ ░░░░░ ░░░░ ░░░░░░ ░░░░ ░░░░ ░░░░░ ░░░░ ░░░░░ ░░░░ ░░░░░░: [1361, 1543, 1560, 1672]
text-block: ░░░░ ░░░░ ░░░░░ ░░░░ ░░░░░░ ░░░░ ░░░░ ░░░░░ ░░░░ ░░░░░ ░░░░ ░░░░░░ ░░░░ ░░░░ ░░░░░ ░░░░ ░░░░░ ░░░░ ░░░░░░ ░░░░ ░░░░ ░░░░░ ░░░░ ░░░░░ ░░░░ ░░░░░░ ░░░░ ░░░░ ░░░░░ ░░░░ ░░░░░ ░░░░ ░░░░░░ ░░░░ ░░░░ ░░░░░ ░░░░ ░░░░░ ░░░░ ░░░░░░ ░░░░ ░░░░ ░░░░░ ░░░░ ░░░░░ ░░░░ ░░░░░░ ░░░░ ░░░░ ░░░░░ ░░░░ ░░░░░ ░░░░ ░░░░░░ ░░░░ ░░░░ ░░░░░ ░░░░ ░░░░░ ░░░░ ░░░░░░ ░░░░ ░░░░ ░░░░░ ░░░░ ░░░░░ ░░░░ ░░░░░░ ░░░░ ░░░░ ░░░░░ ░░░░ ░░░░░ ░░░░ ░░░░░░ ░░░░ ░░░░ ░░░░░ ░░░░ ░░░░░ ░░░░ ░░░░░░ ░░░░ ░░░░ ░░░░░ ░░░░ ░░░░░ ░░░░ ░░░░░░ ░░░░ ░░░░ ░░░░░ ░░░░ ░░░░░ ░░░░ ░░░░░░ ░░░░ ░░░░ ░░░░░: [582, 1493, 966, 1647]
tomorrow-heading: Αὔριον: [206, 840, 253, 854]
smokers-pills-subheadline: ΕΠΙΤΥΧΗ ΤΑ ΠΕΙΡΑΜΑΤΑ ΕΠΙ ΠΟΝΤΙΚΩΝ.— Ο ΡΟΛΟΣ ΤΟΥ ΑΡΩΜΑΤΙΚΟΥ ΥΔΡΑΝΘΡΑΚΟΣ.— ΑΙ ΕΛΠΙΔΕΣ ΕΝΟΣ ΚΑΡΚΙΝΟΛΟΓΟΥ: [1153, 1495, 1560, 1539]
shipwreck-salvage-photo: [1153, 69, 1560, 368]
state-theatre-heading: Τὸ κρατικὸν θέατρον: [206, 595, 348, 608]
monastiriotes-feast-heading: Ἑορτὴ Μοναστηριωτῶν: [401, 1223, 557, 1237]
text-block: ░░░░░░ ░░░░ ░░░░░ ░░░░░░ ░░░░ ░░░░ ░░░░░ ░░░░░░ ░░░░ ░░░░░░ ░░░ ░░░░ ░░░░░░ ░░░ ░░░░░░ ░░░░ ░░░░░ ░░░░ ░░░░░░ ░░░░ ░░░░░░ ░░░░ ░░░░░ ░░░░░ ░░░░ ░░░░░░ ░░░░ ░░░░ ░░░░░░ ░░░░ ░░░░░ ░░░░ ░░░░░░ ░░░░ ░░░░░░ ░░░░ ░░░░ ░░░░░ ░░░░░░ ░░░░ ░░░░░░ ░░░░ ░░░░ ░░░░░ ░░░░░ ░░░░ ░░░░░░ ░░░░ ░░░░░ ░░░░ ░░░░░░ ░░░░ ░░░░ ░░░░░░ ░░░░ ░░░░ ░░░░░ ░░░░ ░░░░░░ ░░░░ ░░░░░░ ░░░░ ░░░░ ░░░░░ ░░░░ ░░░░░░ ░░░░ ░░░░░ ░░░░ ░░░░ ░░░░ ░░░░░ ░░░░ ░░░░░ ░░░░ ░░░░░░ ░░░░ ░░░░ ░░░░░ ░░░░: [14, 1708, 200, 1976]
upcoming-weddings-heading: Μέλλοντες γάμοι: [14, 788, 127, 802]
text-block: ░░░░ ░░░░ ░░░░░ ░░░░: [401, 999, 563, 1012]
main-sub2: Ὁ ἐμπνευσμένος λόγος τοῦ Ἀνδρ. Παπανδρέου: [632, 274, 1097, 332]
photo-caption: Συγκινητική συγκέντρωσις ἐκπροσώπων τῆς κυβερνήσεως καὶ χιλιάδες λαοῦ, πέριξ τοῦ τάφου τοῦ Σοφ. Βενιζέλου εἰς τὸ Ἀκρωτήρι, ἀκούουν τὸν ἐμπνευσμένον ἐπιμνημόσυνον λόγον τοῦ ὑπουργοῦ προεδρίας κυβερνήσεως κ. Ἀνδρ. Παπανδρέου.: [582, 760, 1148, 797]
wreck-photo-title: ΟΛΟΚΛΗΡΩΘΗ Η ΑΝΕΛΚΥΣΙΣ ΤΟΥ ΝΑΥΑΓΙΟΥ: [1187, 49, 1527, 65]
dinners-heading: Συνεστιάσεις: [437, 1745, 539, 1761]
text-block: ░░░ ░░░░░░ ░░░░ ░░░░░ ░░░░ ░░░░░░ ░░░░ ░░░░ ░░░░░ ░░░░ ░░░░░ ░░░░ ░░░░░░ ░░░░ ░░░░ ░░░░░ ░░░░ ░░░░░ ░░░░ ░░░░░░ ░░░░ ░░░░ ░░░░░ ░░░░ ░░░░░ ░░░░ ░░░░░░ ░░░░ ░░░░ ░░░░░ ░░░░ ░░░░░ ░░░░ ░░░░░░ ░░░░ ░░░░ ░░░░░ ░░░░ ░░░░░ ░░░░ ░░░░░░ ░░░░ ░░░░ ░░░░░ ░░░░ ░░░░░ ░░░░ ░░░░░░ ░░░░ ░░░░ ░░░░░ ░░░░ ░░░░░ ░░░░: [206, 1002, 395, 1181]
text-block: ░░░░ ░░░░ ░░░░░ ░░░░ ░░░░░░ ░░░░ ░░░░ ░░░░░ ░░░░ ░░░░░ ░░░░ ░░░░░░ ░░░░ ░░░░ ░░░░░ ░░░░ ░░░░░ ░░░░ ░░░░░░ ░░░░ ░░░░ ░░░░░ ░░░░ ░░░░░ ░░░░ ░░░░░░ ░░░░ ░░░░ ░░░░░ ░░░░ ░░░░░ ░░░░ ░░░░░░ ░░░░ ░░░░ ░░░░░ ░░░░ ░░░░░ ░░░░ ░░░░░░ ░░░░ ░░░░ ░░░░░ ░░░░ ░░░░░ ░░░░ ░░░░░░ ░░░░ ░░░░ ░░░░░ ░░░░ ░░░░░ ░░░░ ░░░░░░ ░░░░ ░░░░ ░░░░░ ░░░░ ░░░░░ ░░░░ ░░░░░░ ░░░░ ░░░░ ░░░░░ ░░░░ ░░░░░ ░░░░ ░░░░░░ ░░░░ ░░░░ ░░░░░ ░░░░ ░░░░░ ░░░░ ░░░░░░ ░░░░ ░░░░ ░░░░░ ░░░░ ░░░░░ ░░░░ ░░░░░░ ░░░░ ░░░░ ░░░░░ ░░░░ ░░░░░ ░░░░ ░░░░░░ ░░░░ ░░░░ ░░░░░: [772, 822, 957, 1115]
text-block: ░░░░ ░░░░ ░░░░░ ░░░░ ░░░░░░ ░░░░ ░░░░ ░░░░░ ░░░░ ░░░░░ ░░░░ ░░░░░░ ░░░░ ░░░░ ░░░░░ ░░░░ ░░░░░ ░░░░ ░░░░░░ ░░░░ ░░░░ ░░░░░ ░░░░ ░░░░░ ░░░░ ░░░░░░ ░░░░ ░░░░ ░░░░░ ░░░░ ░░░░░ ░░░░ ░░░░░░ ░░░░ ░░░░ ░░░░░ ░░░░ ░░░░░ ░░░░ ░░░░░░ ░░░░ ░░░░ ░░░░░ ░░░░ ░░░░░ ░░░░: [401, 732, 576, 898]
spectacles-column: [401, 49, 576, 2319]
wreck-photo-caption: Ὁλοκληρώθη χθὲς ἡ ἀνέλκυσις τοῦ ναυαγίου, τὸ ὁποῖον εὑρίσκετο εἰς κεντρικὸν σημεῖον τοῦ λιμένος Θεσσαλονίκης.: [1153, 371, 1560, 397]
text-block: ░░░ ░░░░ ░░░░░░░░ ░░░░ ░░░░░░ ░░░░ ░░░░░░░░ ░░░░░░░ ░░░░ ░░░░░░░ ░░░░░░░░ ░░░░ ░░░░░░ ░░░ ░░░░░░░ ░░░░░░░░ ░░░░░ ░░░░░░ ░░░░ ░░░░░░░░░ ░░░░░ ░░░░ ░░░░░░ ░░░░░░ ░░░░░ ░░░░░░ ░░░░░░░ ░░░░ ░░░░░░░ ░░░░░░ ░░░░░░ ░░░░ ░░░░░░░ ░░░░ ░░░░░░░ ░░░░░ ░░░░░░ ░░░░░ ░░░░░░░ ░░░░ ░░░░ ░░░░░░░ ░░░░░░░ ░░░░ ░░░░░ ░░░░░░ ░░░░░░ ░░░░░░░░ ░░░░ ░░░░░░ ░░░░ ░░░░░: [14, 262, 200, 480]
